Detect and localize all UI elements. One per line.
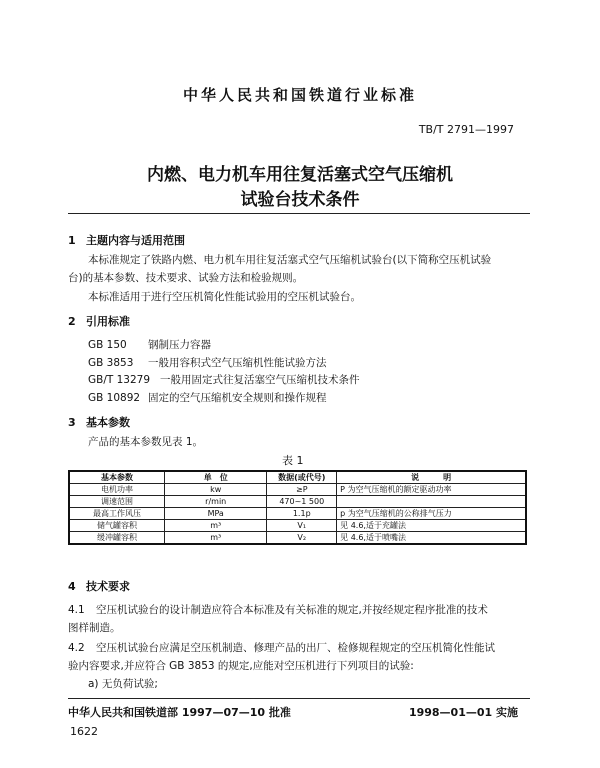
reference-item [88,390,327,405]
clause-continued: 验内容要求,并应符合 GB 3853 的规定,应能对空压机进行下列项目的试验: [68,660,414,672]
paragraph: 产品的基本参数见表 1。 [88,436,204,448]
reference-title: 钢制压力容器 [148,339,211,351]
paragraph: 本标准规定了铁路内燃、电力机车用往复活塞式空气压缩机试验台(以下简称空压机试验 [88,254,492,266]
table-cell: m³ [165,520,267,532]
reference-item [88,372,360,387]
section-number: 1 [68,234,76,247]
clause-text: 空压机试验台应满足空压机制造、修理产品的出厂、检修规程规定的空压机简化性能试 [96,642,495,654]
footer-rule [68,698,530,699]
list-item: a) 无负荷试验; [88,678,158,690]
section-1-heading [68,232,185,248]
table-row [69,496,526,508]
section-3-heading [68,414,130,430]
section-number: 4 [68,580,76,593]
page-number: 1622 [70,725,98,738]
table-cell: r/min [165,496,267,508]
table-cell: V₁ [267,520,337,532]
table-cell: kw [165,484,267,496]
clause-4-1 [68,600,488,620]
reference-item [88,355,327,370]
table-cell: 见 4.6,适于充罐法 [337,520,526,532]
table-cell: 储气罐容积 [69,520,165,532]
clause-text: 空压机试验台的设计制造应符合本标准及有关标准的规定,并按经规定程序批准的技术 [96,604,488,616]
table-caption: 表 1 [282,454,304,467]
table-cell [337,496,526,508]
document-title-line2: 试验台技术条件 [240,190,360,210]
paragraph-continued: 台)的基本参数、技术要求、试验方法和检验规则。 [68,272,304,284]
table-row [69,508,526,520]
section-title: 技术要求 [86,580,130,593]
clause-number: 4.1 [68,604,85,616]
table-cell: 电机功率 [69,484,165,496]
reference-code: GB/T 13279 [88,374,151,386]
standard-header: 中华人民共和国铁道行业标准 [182,86,417,104]
table-cell: MPa [165,508,267,520]
reference-item [88,337,211,352]
column-header: 说 明 [337,471,526,484]
table-cell: 见 4.6,适于喷嘴法 [337,532,526,545]
table-row [69,520,526,532]
table-row [69,484,526,496]
table-row [69,532,526,545]
section-4-heading [68,578,130,594]
section-number: 3 [68,416,76,429]
table-cell: V₂ [267,532,337,545]
effective-date: 1998—01—01 实施 [408,706,518,719]
table-cell: m³ [165,532,267,545]
reference-code: GB 10892 [88,392,141,404]
table-cell: 调速范围 [69,496,165,508]
title-rule [68,213,530,214]
section-title: 基本参数 [86,416,130,429]
section-number: 2 [68,315,76,328]
section-title: 主题内容与适用范围 [86,234,185,247]
parameters-table [68,470,527,545]
clause-continued: 图样制造。 [68,622,121,634]
section-2-heading [68,313,130,329]
section-title: 引用标准 [86,315,130,328]
table-header-row [69,471,526,484]
clause-4-2 [68,638,495,658]
table-cell: ≥P [267,484,337,496]
approval-line: 中华人民共和国铁道部 1997—07—10 批准 [68,706,291,719]
reference-code: GB 150 [88,339,127,351]
table-cell: p 为空气压缩机的公称排气压力 [337,508,526,520]
reference-title: 一般用容积式空气压缩机性能试验方法 [148,357,327,369]
clause-number: 4.2 [68,642,85,654]
column-header: 数据(或代号) [267,471,337,484]
table-cell: 1.1p [267,508,337,520]
column-header: 基本参数 [69,471,165,484]
table-cell: P 为空气压缩机的额定驱动功率 [337,484,526,496]
paragraph: 本标准适用于进行空压机简化性能试验用的空压机试验台。 [88,291,361,303]
reference-title: 固定的空气压缩机安全规则和操作规程 [148,392,327,404]
table-cell: 最高工作风压 [69,508,165,520]
column-header: 单 位 [165,471,267,484]
reference-code: GB 3853 [88,357,134,369]
document-title-line1: 内燃、电力机车用往复活塞式空气压缩机 [147,165,453,185]
standard-code: TB/T 2791—1997 [418,123,514,136]
table-cell: 缓冲罐容积 [69,532,165,545]
reference-title: 一般用固定式往复活塞空气压缩机技术条件 [160,374,360,386]
table-cell: 470~1 500 [267,496,337,508]
